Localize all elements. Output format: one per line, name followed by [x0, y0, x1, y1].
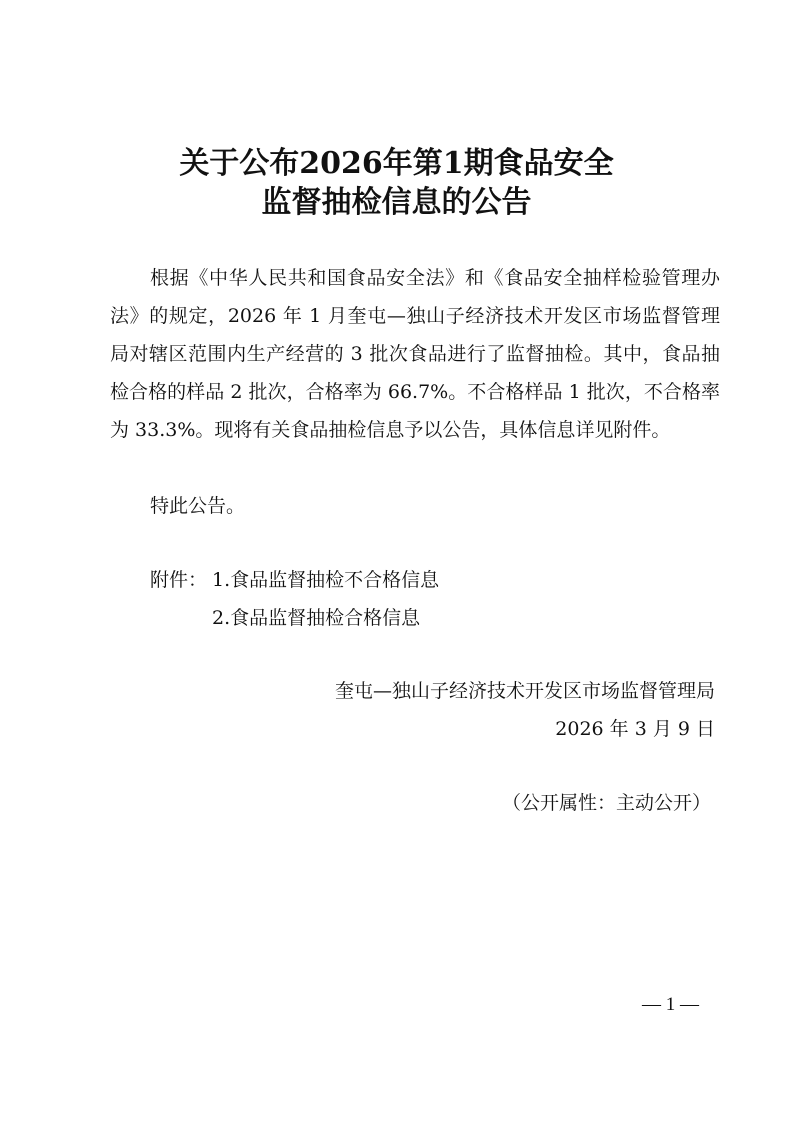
body-paragraph-main: 根据《中华人民共和国食品安全法》和《食品安全抽样检验管理办法》的规定，2026 年 1 月奎屯—独山子经济技术开发区市场监督管理局对辖区范围内生产经营的 3 批次食品进行了监督抽检。其中，食品抽检合格的样品 2 批次，合格率为 66.7%。不合格样品 1 批次，不合格率为 33.3%。现将有关食品抽检信息予以公告，具体信息详见附件。 — [110, 267, 720, 441]
attachment-item-2: 2.食品监督抽检合格信息 — [212, 607, 421, 629]
document-title-line-1: 关于公布2026年第1期食品安全 — [179, 146, 614, 181]
attachment-item-1: 1.食品监督抽检不合格信息 — [212, 569, 440, 591]
document-title-line-2: 监督抽检信息的公告 — [261, 185, 532, 220]
page-number: — 1 — — [642, 994, 699, 1015]
attachments-label: 附件： — [150, 569, 208, 591]
issuer-name: 奎屯—独山子经济技术开发区市场监督管理局 — [334, 680, 715, 702]
disclosure-attribute: （公开属性：主动公开） — [501, 792, 711, 814]
issue-date: 2026 年 3 月 9 日 — [555, 718, 715, 740]
body-paragraph-closing: 特此公告。 — [150, 495, 246, 517]
